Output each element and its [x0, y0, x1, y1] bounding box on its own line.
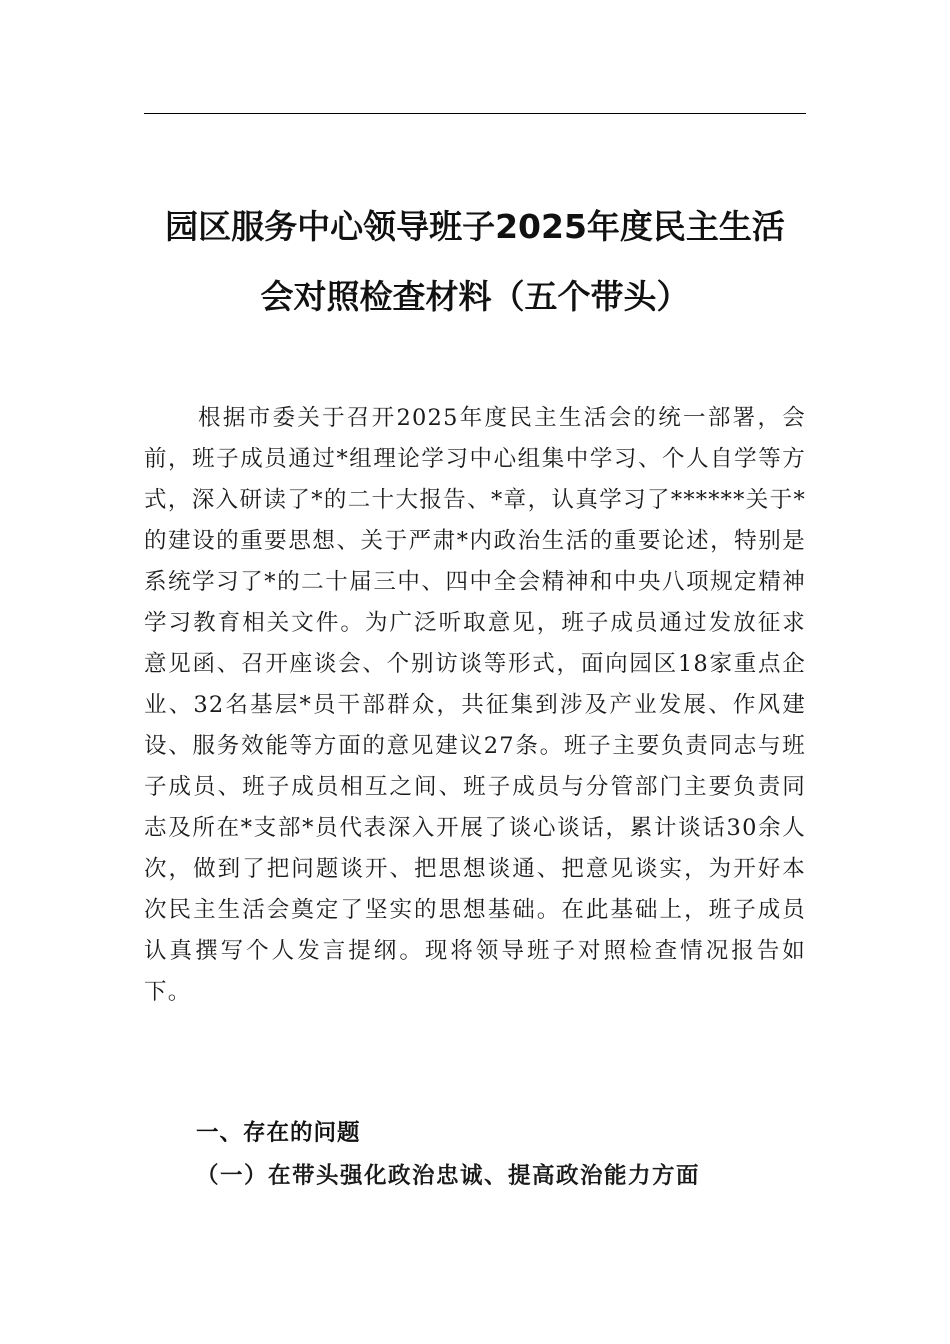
intro-paragraph: 根据市委关于召开2025年度民主生活会的统一部署，会前，班子成员通过*组理论学习中心组集中学习、个人自学等方式，深入研读了*的二十大报告、*章，认真学习了******关于*的建设的重要思想、关于严肃*内政治生活的重要论述，特别是系统学习了*的二十届三中、四中全会精神和中央八项规定精神学习教育相关文件。为广泛听取意见，班子成员通过发放征求意见函、召开座谈会、个别访谈等形式，面向园区18家重点企业、32名基层*员干部群众，共征集到涉及产业发展、作风建设、服务效能等方面的意见建议27条。班子主要负责同志与班子成员、班子成员相互之间、班子成员与分管部门主要负责同志及所在*支部*员代表深入开展了谈心谈话，累计谈话30余人次，做到了把问题谈开、把思想谈通、把意见谈实，为开好本次民主生活会奠定了坚实的思想基础。在此基础上，班子成员认真撰写个人发言提纲。现将领导班子对照检查情况报告如下。	[144, 405, 806, 1005]
title-line-2: 会对照检查材料（五个带头）	[260, 277, 690, 316]
subsection-heading: （一）在带头强化政治忠诚、提高政治能力方面	[196, 1163, 701, 1189]
document-title	[144, 192, 806, 332]
header-rule	[144, 113, 806, 114]
title-line-1: 园区服务中心领导班子2025年度民主生活	[165, 207, 785, 246]
section-heading: 一、存在的问题	[196, 1120, 361, 1146]
